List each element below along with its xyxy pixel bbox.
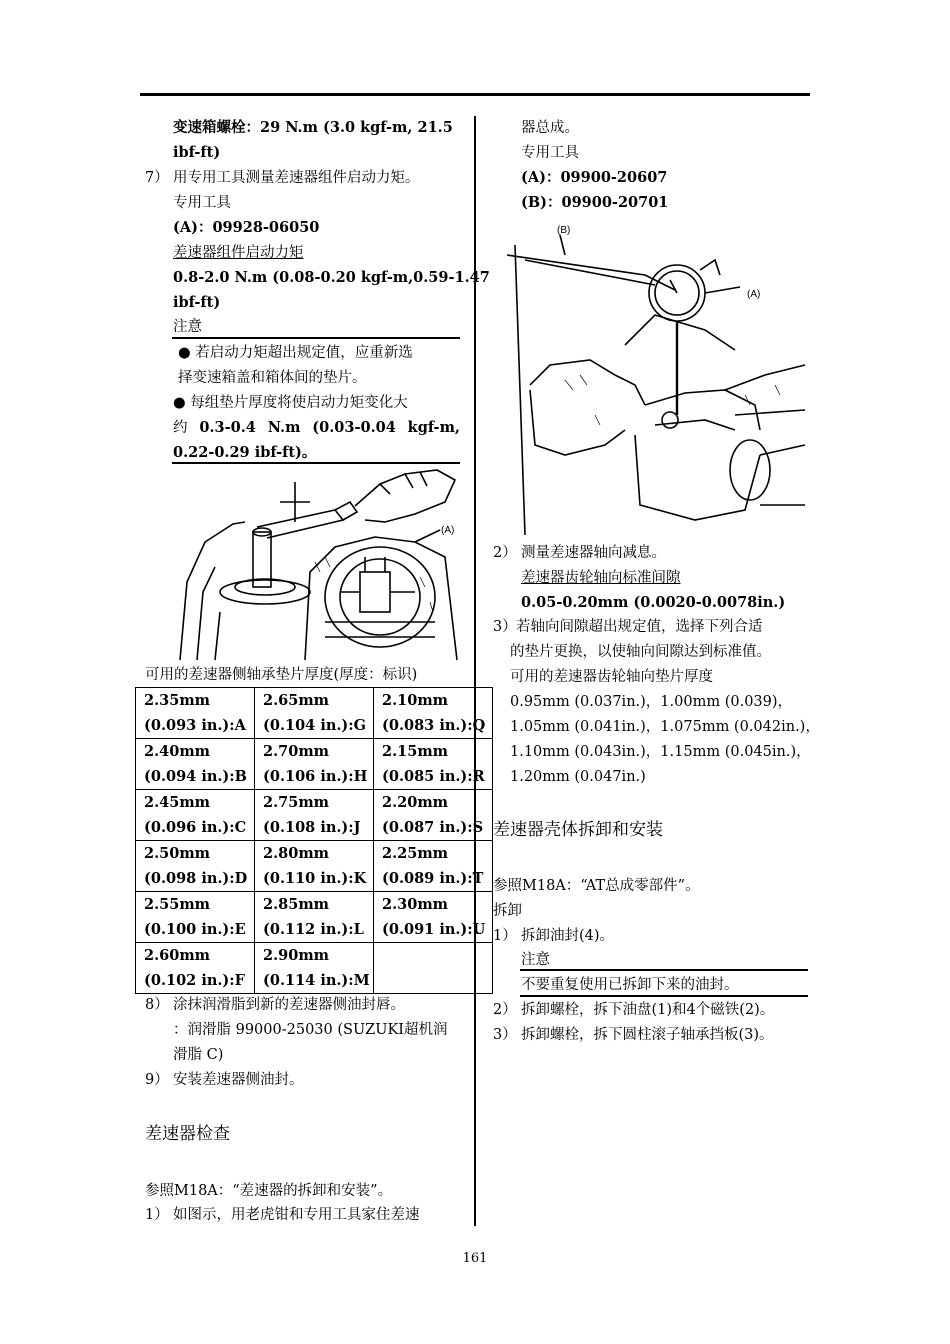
step-7-text: 用专用工具测量差速器组件启动力矩。 xyxy=(173,170,420,186)
backlash-title: 差速器齿轮轴向标准间隙 xyxy=(521,570,681,586)
step-8-text: 涂抹润滑脂到新的差速器侧油封唇。 xyxy=(173,997,405,1013)
table-cell xyxy=(374,943,493,994)
tool-b-number-right: (B)：09900-20701 xyxy=(521,194,669,211)
table-cell xyxy=(136,892,255,943)
torque-spec-line1: 变速箱螺栓：29 N.m (3.0 kgf-m, 21.5 xyxy=(173,119,453,136)
table-cell xyxy=(374,688,493,739)
step-3-line3: 可用的差速器齿轮轴向垫片厚度 xyxy=(510,669,713,685)
table-row xyxy=(136,739,493,790)
table-cell xyxy=(136,790,255,841)
reference-text-right: 参照M18A：“AT总成零部件”。 xyxy=(493,878,700,894)
torque-value-line1: 0.8-2.0 N.m (0.08-0.20 kgf-m,0.59-1.47 xyxy=(173,269,490,286)
section-title-inspection: 差速器检查 xyxy=(145,1124,230,1144)
header-rule xyxy=(140,93,810,96)
note-2-line1: ● 每组垫片厚度将使启动力矩变化大 xyxy=(173,395,408,411)
table-cell xyxy=(255,943,374,994)
shim-table-title: 可用的差速器侧轴承垫片厚度(厚度：标识) xyxy=(145,667,418,683)
shim-inch-and-mark: (0.102 in.):F xyxy=(144,972,245,989)
shim-inch-and-mark: (0.106 in.):H xyxy=(263,768,368,785)
shim-thickness: 2.45mm xyxy=(144,794,211,811)
step-3-text: 若轴向间隙超出规定值，选择下列合适 xyxy=(516,619,763,635)
shim-inch-and-mark: (0.093 in.):A xyxy=(144,717,246,734)
shim-thickness: 2.80mm xyxy=(263,845,330,862)
figure-label-a-right: (A) xyxy=(747,289,761,300)
table-cell xyxy=(255,739,374,790)
note-bottom-rule-right xyxy=(520,995,808,997)
reference-text: 参照M18A：“差速器的拆卸和安装”。 xyxy=(145,1183,393,1199)
table-row xyxy=(136,841,493,892)
table-row xyxy=(136,688,493,739)
step-3-line2: 的垫片更换，以使轴向间隙达到标准值。 xyxy=(510,644,771,660)
shim-table xyxy=(135,687,493,994)
tool-a-number-right: (A)：09900-20607 xyxy=(521,169,668,186)
figure-label-b: (B) xyxy=(557,225,571,236)
page-number: 161 xyxy=(462,1251,488,1266)
tool-a-number: (A)：09928-06050 xyxy=(173,219,320,236)
note-2-word: N.m xyxy=(267,419,301,436)
note-heading: 注意 xyxy=(173,319,202,335)
step-3-line7: 1.20mm (0.047in.) xyxy=(510,769,646,785)
step-1-text: 如图示，用老虎钳和专用工具家住差速 xyxy=(173,1207,420,1223)
table-cell xyxy=(374,739,493,790)
shim-thickness: 2.60mm xyxy=(144,947,211,964)
shim-inch-and-mark: (0.114 in.):M xyxy=(263,972,370,989)
special-tool-label-right: 专用工具 xyxy=(521,145,579,161)
shim-thickness: 2.50mm xyxy=(144,845,211,862)
continued-text: 器总成。 xyxy=(521,120,579,136)
shim-inch-and-mark: (0.094 in.):B xyxy=(144,768,247,785)
table-row xyxy=(136,892,493,943)
table-cell xyxy=(255,688,374,739)
note-2-word: 约 xyxy=(173,420,188,436)
shim-thickness: 2.55mm xyxy=(144,896,211,913)
note-1-line1: ● 若启动力矩超出规定值，应重新选 xyxy=(178,345,413,361)
step-9-number: 9） xyxy=(145,1072,169,1088)
shim-inch-and-mark: (0.096 in.):C xyxy=(144,819,247,836)
removal-heading: 拆卸 xyxy=(493,903,522,919)
preload-measurement-figure xyxy=(175,462,465,662)
shim-inch-and-mark: (0.087 in.):S xyxy=(382,819,484,836)
table-cell xyxy=(374,841,493,892)
shim-thickness: 2.85mm xyxy=(263,896,330,913)
note-1-line2: 择变速箱盖和箱体间的垫片。 xyxy=(178,370,367,386)
shim-thickness: 2.15mm xyxy=(382,743,449,760)
table-cell xyxy=(136,943,255,994)
step-7-number: 7） xyxy=(145,170,169,186)
note-2-word: kgf-m, xyxy=(407,419,460,436)
shim-thickness: 2.20mm xyxy=(382,794,449,811)
removal-step-3-text: 拆卸螺栓，拆下圆柱滚子轴承挡板(3)。 xyxy=(521,1027,774,1043)
shim-inch-and-mark: (0.089 in.):T xyxy=(382,870,484,887)
note-top-rule xyxy=(172,337,460,339)
note-top-rule-right xyxy=(520,969,808,971)
table-cell xyxy=(374,790,493,841)
shim-inch-and-mark: (0.083 in.):Q xyxy=(382,717,486,734)
shim-thickness: 2.30mm xyxy=(382,896,449,913)
shim-thickness: 2.75mm xyxy=(263,794,330,811)
special-tool-label: 专用工具 xyxy=(173,195,231,211)
table-row xyxy=(136,790,493,841)
table-cell xyxy=(136,739,255,790)
shim-inch-and-mark: (0.085 in.):R xyxy=(382,768,485,785)
note-2-word: 0.3-0.4 xyxy=(199,419,256,436)
grease-spec-line1: ：润滑脂 99000-25030 (SUZUKI超机润 xyxy=(173,1022,448,1038)
table-cell xyxy=(136,841,255,892)
step-1-number: 1） xyxy=(145,1207,169,1223)
step-8-number: 8） xyxy=(145,997,169,1013)
dial-gauge-figure xyxy=(505,215,810,535)
table-cell xyxy=(255,790,374,841)
step-3-number: 3） xyxy=(493,619,517,635)
note-heading-right: 注意 xyxy=(521,952,550,968)
removal-step-3-number: 3） xyxy=(493,1027,517,1043)
shim-inch-and-mark: (0.091 in.):U xyxy=(382,921,486,938)
note-2-line2 xyxy=(173,418,460,438)
torque-value-line2: ibf-ft) xyxy=(173,294,221,311)
backlash-value: 0.05-0.20mm (0.0020-0.0078in.) xyxy=(521,594,786,611)
removal-step-1-text: 拆卸油封(4)。 xyxy=(521,928,615,944)
table-cell xyxy=(255,841,374,892)
step-3-line4: 0.95mm (0.037in.)，1.00mm (0.039)， xyxy=(510,694,793,710)
shim-thickness: 2.25mm xyxy=(382,845,449,862)
grease-spec-line2: 滑脂 C) xyxy=(173,1047,224,1063)
shim-inch-and-mark: (0.100 in.):E xyxy=(144,921,246,938)
removal-step-2-number: 2） xyxy=(493,1002,517,1018)
shim-inch-and-mark: (0.104 in.):G xyxy=(263,717,367,734)
shim-inch-and-mark: (0.112 in.):L xyxy=(263,921,364,938)
step-3-line5: 1.05mm (0.041in.)，1.075mm (0.042in.)， xyxy=(510,719,820,735)
shim-thickness: 2.35mm xyxy=(144,692,211,709)
table-cell xyxy=(255,892,374,943)
torque-spec-line2: ibf-ft) xyxy=(173,144,221,161)
step-3-line6: 1.10mm (0.043in.)，1.15mm (0.045in.)， xyxy=(510,744,811,760)
note-2-word: (0.03-0.04 xyxy=(312,419,396,436)
note-text-right: 不要重复使用已拆卸下来的油封。 xyxy=(521,977,739,993)
shim-inch-and-mark: (0.108 in.):J xyxy=(263,819,361,836)
torque-title: 差速器组件启动力矩 xyxy=(173,245,304,261)
shim-inch-and-mark: (0.098 in.):D xyxy=(144,870,248,887)
shim-thickness: 2.70mm xyxy=(263,743,330,760)
step-2-text: 测量差速器轴向减息。 xyxy=(521,545,666,561)
shim-thickness: 2.65mm xyxy=(263,692,330,709)
shim-thickness: 2.40mm xyxy=(144,743,211,760)
shim-thickness: 2.90mm xyxy=(263,947,330,964)
shim-inch-and-mark: (0.110 in.):K xyxy=(263,870,367,887)
table-row xyxy=(136,943,493,994)
removal-step-2-text: 拆卸螺栓，拆下油盘(1)和4个磁铁(2)。 xyxy=(521,1002,775,1018)
table-cell xyxy=(136,688,255,739)
step-2-number: 2） xyxy=(493,545,517,561)
section-title-removal: 差速器壳体拆卸和安装 xyxy=(493,820,663,840)
figure-label-a: (A) xyxy=(441,525,455,536)
shim-thickness: 2.10mm xyxy=(382,692,449,709)
note-2-line3: 0.22-0.29 ibf-ft)。 xyxy=(173,444,317,461)
removal-step-1-number: 1） xyxy=(493,928,517,944)
step-9-text: 安装差速器侧油封。 xyxy=(173,1072,304,1088)
table-cell xyxy=(374,892,493,943)
